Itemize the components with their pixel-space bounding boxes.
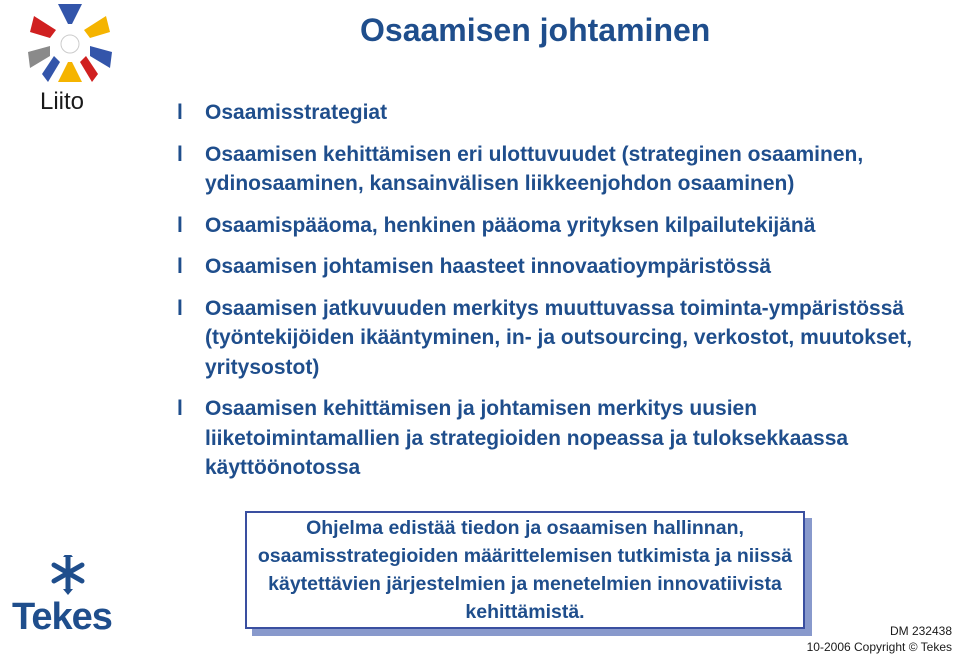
bullet-marker: l [177, 397, 183, 420]
bullet-list [175, 98, 945, 495]
bullet-item [175, 252, 945, 282]
bullet-item [175, 394, 945, 483]
bullet-marker: l [177, 255, 183, 278]
slide-title: Osaamisen johtaminen [360, 12, 711, 48]
bullet-item [175, 211, 945, 241]
bullet-marker: l [177, 296, 183, 320]
bullet-text: Osaamisstrategiat [205, 101, 388, 124]
bullet-marker: l [177, 213, 183, 237]
bullet-text: Osaamisen kehittämisen ja johtamisen merkitys uusien liiketoimintamallien ja strategioiden nopeassa ja tuloksekkaassa käyttöönotossa [205, 397, 849, 479]
bullet-item [175, 98, 945, 128]
bullet-item [175, 140, 945, 199]
copyright-text: 10-2006 Copyright © Tekes [806, 640, 952, 654]
liito-logo-text: Liito [40, 88, 85, 115]
bullet-text: Osaamisen kehittämisen eri ulottuvuudet (strateginen osaaminen, ydinosaaminen, kansainvälisen liikkeenjohdon osaaminen) [205, 142, 864, 195]
tekes-logo-text: Tekes [12, 596, 112, 638]
document-id: DM 232438 [889, 624, 952, 638]
bullet-text: Osaamisen jatkuvuuden merkitys muuttuvassa toiminta-ympäristössä (työntekijöiden ikääntyminen, in- ja outsourcing, verkostot, muutokset, yritysostot) [205, 296, 913, 379]
bullet-marker: l [177, 142, 183, 166]
bullet-text: Osaamispääoma, henkinen pääoma yrityksen kilpailutekijänä [205, 213, 816, 237]
callout-box [245, 511, 805, 629]
bullet-marker: l [177, 101, 183, 124]
bullet-item [175, 294, 945, 383]
bullet-text: Osaamisen johtamisen haasteet innovaatioympäristössä [205, 255, 772, 278]
callout-text: Ohjelma edistää tiedon ja osaamisen hallinnan, osaamisstrategioiden määrittelemisen tutkimista ja niissä käytettävien järjestelmien ja menetelmien innovatiivista kehittämistä. [257, 517, 793, 623]
